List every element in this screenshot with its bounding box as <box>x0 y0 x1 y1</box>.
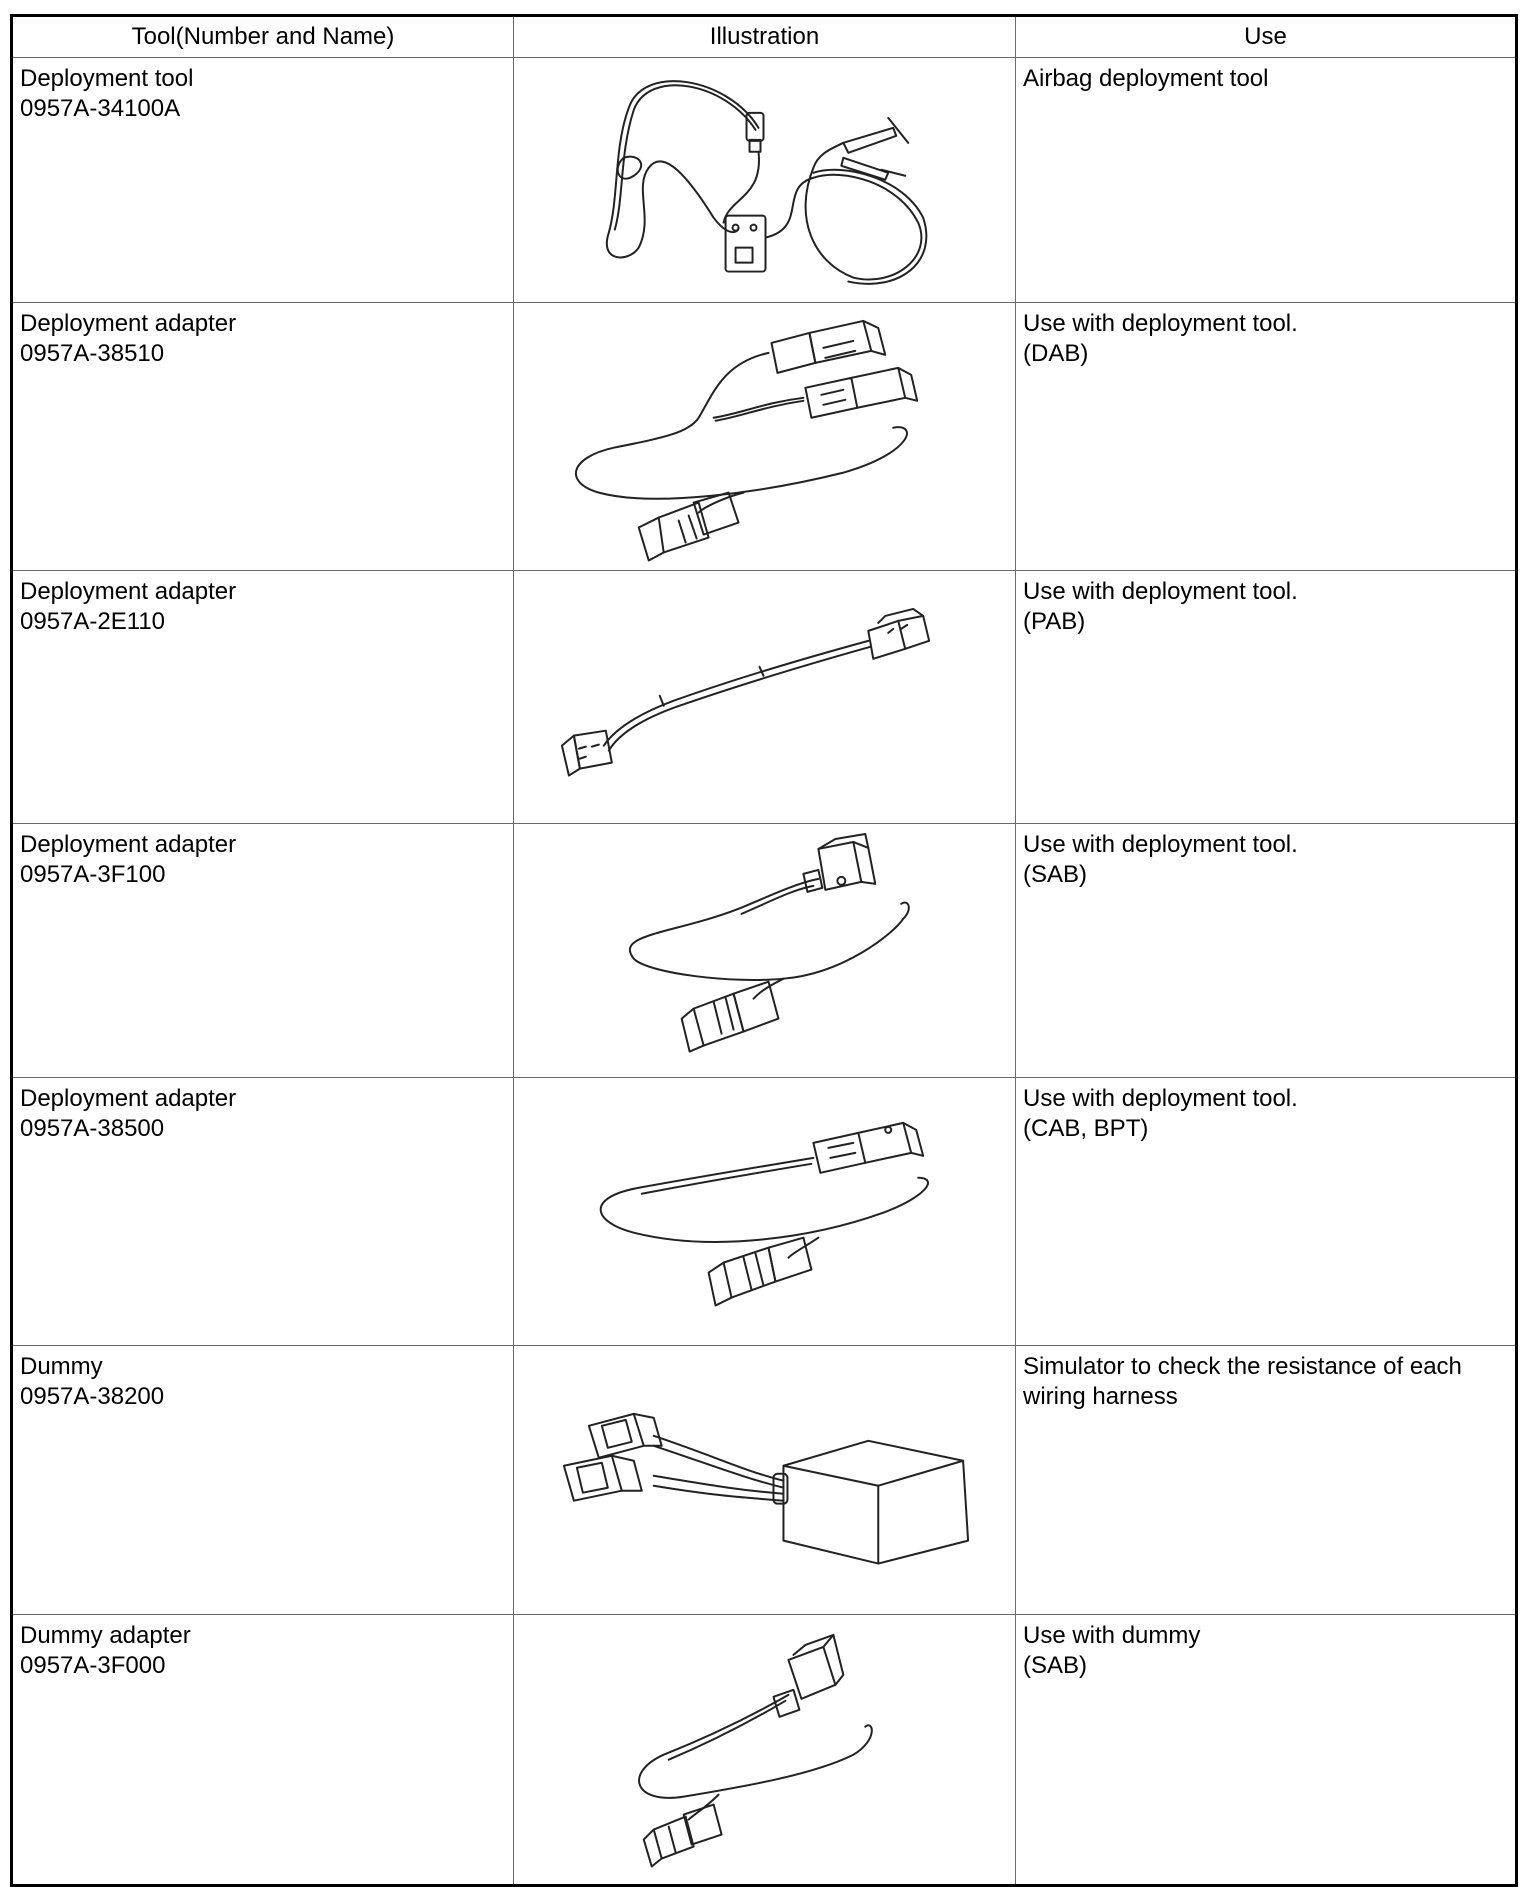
cab-bpt-adapter-illustration <box>514 1077 1016 1345</box>
use-note: (CAB, BPT) <box>1023 1114 1149 1142</box>
tool-name: Dummy <box>20 1353 103 1381</box>
use-note: (SAB) <box>1023 1651 1088 1679</box>
tool-cell <box>12 824 514 1077</box>
use-text: Simulator to check the resistance of each <box>1023 1353 1462 1381</box>
use-text: Use with deployment tool. <box>1023 831 1298 859</box>
use-text-continued: wiring harness <box>1023 1383 1178 1411</box>
tool-name: Deployment adapter <box>20 1084 237 1112</box>
use-cell <box>1016 570 1517 823</box>
tool-cell <box>12 570 514 823</box>
tool-name: Dummy adapter <box>20 1621 191 1649</box>
dab-adapter-illustration <box>514 302 1016 570</box>
use-note: (PAB) <box>1023 607 1086 635</box>
header-row <box>12 16 1517 58</box>
header-illustration: Illustration <box>514 16 1016 58</box>
tool-name: Deployment adapter <box>20 831 237 859</box>
tool-cell <box>12 1077 514 1345</box>
use-cell <box>1016 1346 1517 1614</box>
table-row <box>12 1614 1517 1885</box>
table-row <box>12 570 1517 823</box>
deployment-tool-illustration <box>514 58 1016 303</box>
use-cell <box>1016 1077 1517 1345</box>
tool-cell <box>12 1614 514 1885</box>
use-cell <box>1016 824 1517 1077</box>
table-row <box>12 58 1517 303</box>
tool-cell <box>12 1346 514 1614</box>
tool-name: Deployment tool <box>20 65 194 92</box>
use-cell <box>1016 1614 1517 1885</box>
special-tools-table <box>10 14 1518 1887</box>
use-note: (DAB) <box>1023 339 1089 367</box>
table-row <box>12 1346 1517 1614</box>
tool-cell <box>12 58 514 303</box>
use-text: Use with deployment tool. <box>1023 1084 1298 1112</box>
tool-number: 0957A-2E110 <box>20 607 166 635</box>
header-tool: Tool(Number and Name) <box>12 16 514 58</box>
use-text: Use with deployment tool. <box>1023 309 1298 337</box>
tool-number: 0957A-3F100 <box>20 861 166 889</box>
use-text: Use with deployment tool. <box>1023 577 1298 605</box>
tool-cell <box>12 302 514 570</box>
use-cell <box>1016 58 1517 303</box>
tool-number: 0957A-38500 <box>20 1114 165 1142</box>
use-note: (SAB) <box>1023 861 1088 889</box>
header-use: Use <box>1016 16 1517 58</box>
use-text: Use with dummy <box>1023 1621 1201 1649</box>
tool-name: Deployment adapter <box>20 577 237 605</box>
table-row <box>12 1077 1517 1345</box>
tool-number: 0957A-38510 <box>20 339 165 367</box>
sab-adapter-illustration <box>514 824 1016 1077</box>
table-row <box>12 824 1517 1077</box>
tool-name: Deployment adapter <box>20 309 237 337</box>
use-cell <box>1016 302 1517 570</box>
tool-number: 0957A-3F000 <box>20 1651 166 1679</box>
table-row <box>12 302 1517 570</box>
dummy-adapter-illustration <box>514 1614 1016 1885</box>
dummy-illustration <box>514 1346 1016 1614</box>
pab-adapter-illustration <box>514 570 1016 823</box>
tool-number: 0957A-34100A <box>20 95 181 122</box>
use-text: Airbag deployment tool <box>1023 65 1269 92</box>
tool-number: 0957A-38200 <box>20 1383 165 1411</box>
